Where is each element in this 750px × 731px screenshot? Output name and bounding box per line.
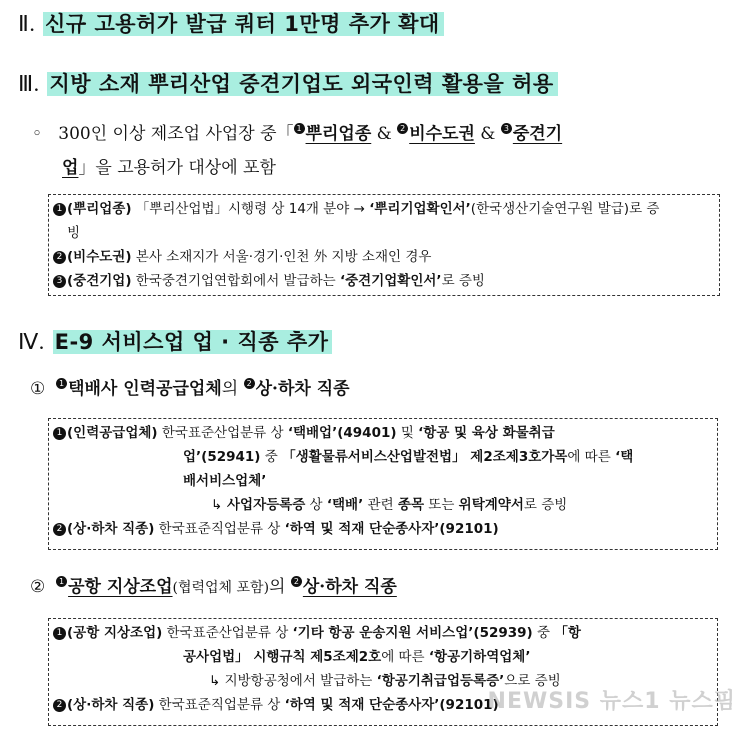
criteria-label: (인력공급업체) xyxy=(67,425,158,441)
ampersand: & xyxy=(371,124,398,144)
term-non-capital: 비수도권 xyxy=(409,124,475,144)
paragraph-text-2: 」을 고용허가 대상에 포함 xyxy=(78,158,276,178)
section-3-title: 지방 소재 뿌리산업 중견기업도 외국인력 활용을 허용 xyxy=(47,72,557,96)
number-badge: 1 xyxy=(56,576,67,587)
number-badge: 1 xyxy=(294,123,305,134)
criteria-row-supplier-proof xyxy=(53,493,713,517)
criteria-text: 에 따른 xyxy=(381,649,429,665)
circled-marker: ① xyxy=(30,379,46,399)
criteria-bold: 공사업법」 시행규칙 제5조제2호 xyxy=(183,649,382,665)
criteria-row-root-cont xyxy=(53,221,715,245)
criteria-bold: ‘하역 및 적재 단순종사자’(92101) xyxy=(284,521,499,537)
number-badge: 2 xyxy=(53,523,66,536)
criteria-text: 한국표준직업분류 상 xyxy=(154,521,285,537)
number-badge: 2 xyxy=(53,699,66,712)
section-4-title: E-9 서비스업 업 · 직종 추가 xyxy=(53,330,333,354)
criteria-row-midsize xyxy=(53,269,715,293)
criteria-text: 본사 소재지가 서울·경기·인천 外 지방 소재인 경우 xyxy=(131,249,432,265)
criteria-text: 상 xyxy=(305,497,327,513)
number-badge: 2 xyxy=(53,251,66,264)
criteria-text: 한국표준산업분류 상 xyxy=(157,425,288,441)
criteria-label: (상·하차 직종) xyxy=(67,697,155,713)
circled-marker: ② xyxy=(30,577,46,597)
criteria-text: 및 xyxy=(396,425,419,441)
criteria-text: 또는 xyxy=(424,497,459,513)
subitem-2 xyxy=(30,570,397,605)
subitem-connector: 의 xyxy=(269,577,291,597)
term-midsize-2: 업 xyxy=(62,158,79,178)
subitem-2-job: 상·하차 직종 xyxy=(302,577,397,597)
criteria-text: 에 따른 xyxy=(567,449,616,465)
criteria-label: (비수도권) xyxy=(67,249,132,265)
sub-arrow-icon: ↳ xyxy=(211,497,223,513)
criteria-bold: 「항 xyxy=(554,625,581,641)
section-2-title: 신규 고용허가 발급 쿼터 1만명 추가 확대 xyxy=(43,12,444,36)
criteria-bold: 종목 xyxy=(397,497,424,513)
criteria-row-ground-2 xyxy=(53,645,713,669)
number-badge: 2 xyxy=(244,378,255,389)
criteria-box-2 xyxy=(48,418,718,550)
term-root-industry: 뿌리업종 xyxy=(305,124,372,144)
criteria-bold: ‘항공기취급업등록증’ xyxy=(376,673,505,689)
criteria-text: 한국표준직업분류 상 xyxy=(154,697,285,713)
section-2-numeral: Ⅱ. xyxy=(18,11,36,36)
subitem-1-job: 상·하차 직종 xyxy=(255,379,350,399)
criteria-label: (상·하차 직종) xyxy=(67,521,155,537)
number-badge: 3 xyxy=(53,275,66,288)
number-badge: 3 xyxy=(501,123,512,134)
subitem-1 xyxy=(30,372,350,406)
section-3-paragraph xyxy=(32,117,732,185)
watermark-logo: NEWSIS 뉴스1 뉴스핌 xyxy=(487,689,736,714)
criteria-bold: ‘뿌리기업확인서’ xyxy=(369,201,471,217)
subitem-2-term: 공항 지상조업 xyxy=(68,577,173,597)
section-4-numeral: Ⅳ. xyxy=(18,329,45,354)
subitem-connector: 의 xyxy=(221,379,244,399)
criteria-bold: ‘기타 항공 운송지원 서비스업’(52939) xyxy=(292,625,533,641)
criteria-bold: 사업자등록증 xyxy=(222,497,306,513)
criteria-text: 로 증빙 xyxy=(523,497,568,513)
criteria-text: 지방항공청에서 발급하는 xyxy=(220,673,377,689)
criteria-bold: 「생활물류서비스산업발전법」 제2조제3호가목 xyxy=(282,449,568,465)
criteria-bold: ‘택배’ xyxy=(326,497,364,513)
criteria-bold: ‘중견기업확인서’ xyxy=(340,273,442,289)
section-3-numeral: Ⅲ. xyxy=(18,71,40,96)
subitem-2-paren: (협력업체 포함) xyxy=(172,580,270,596)
criteria-text: (한국생산기술연구원 발급)로 증 xyxy=(470,201,660,217)
criteria-bold: 배서비스업체’ xyxy=(183,473,267,489)
section-3-heading xyxy=(18,68,558,98)
criteria-text: 한국표준산업분류 상 xyxy=(162,625,293,641)
section-2-heading xyxy=(18,8,444,38)
ampersand: & xyxy=(474,124,501,144)
sub-arrow-icon: ↳ xyxy=(209,673,221,689)
criteria-row-supplier-2 xyxy=(53,445,713,469)
subitem-1-term: 택배사 인력공급업체 xyxy=(68,379,222,399)
criteria-text: 중 xyxy=(260,449,283,465)
criteria-bold: 업’(52941) xyxy=(183,449,261,465)
criteria-text: 중 xyxy=(532,625,555,641)
criteria-bold: 위탁계약서 xyxy=(458,497,524,513)
criteria-label: (뿌리업종) xyxy=(67,201,132,217)
number-badge: 1 xyxy=(53,427,66,440)
term-midsize-1: 중견기 xyxy=(512,124,563,144)
criteria-bold: ‘택배업’(49401) xyxy=(287,425,397,441)
number-badge: 1 xyxy=(53,203,66,216)
criteria-bold: ‘항공 및 육상 화물취급 xyxy=(418,425,555,441)
number-badge: 1 xyxy=(53,627,66,640)
criteria-text: 관련 xyxy=(363,497,398,513)
criteria-text: 한국중견기업연합회에서 발급하는 xyxy=(131,273,341,289)
criteria-row-supplier xyxy=(53,421,713,445)
criteria-row-noncapital xyxy=(53,245,715,269)
criteria-text: 「뿌리산업법」시행령 상 14개 분야 → xyxy=(131,201,370,217)
criteria-text: 빙 xyxy=(67,225,81,241)
criteria-row-root xyxy=(53,197,715,221)
criteria-row-job xyxy=(53,517,713,541)
number-badge: 2 xyxy=(291,576,302,587)
number-badge: 1 xyxy=(56,378,67,389)
criteria-bold: ‘항공기하역업체’ xyxy=(428,649,531,665)
bullet-marker: ◦ xyxy=(32,124,43,144)
criteria-bold: ‘택 xyxy=(615,449,634,465)
paragraph-text-1: 300인 이상 제조업 사업장 중「 xyxy=(58,124,294,144)
criteria-box-1 xyxy=(48,194,720,296)
criteria-row-ground xyxy=(53,621,713,645)
criteria-label: (중견기업) xyxy=(67,273,132,289)
criteria-bold: ‘하역 및 적재 단순종사자’(92101) xyxy=(284,697,499,713)
number-badge: 2 xyxy=(397,123,408,134)
criteria-text: 로 증빙 xyxy=(441,273,485,289)
section-4-heading xyxy=(18,326,332,356)
criteria-label: (공항 지상조업) xyxy=(67,625,163,641)
criteria-text: 으로 증빙 xyxy=(504,673,561,689)
criteria-row-supplier-3 xyxy=(53,469,713,493)
